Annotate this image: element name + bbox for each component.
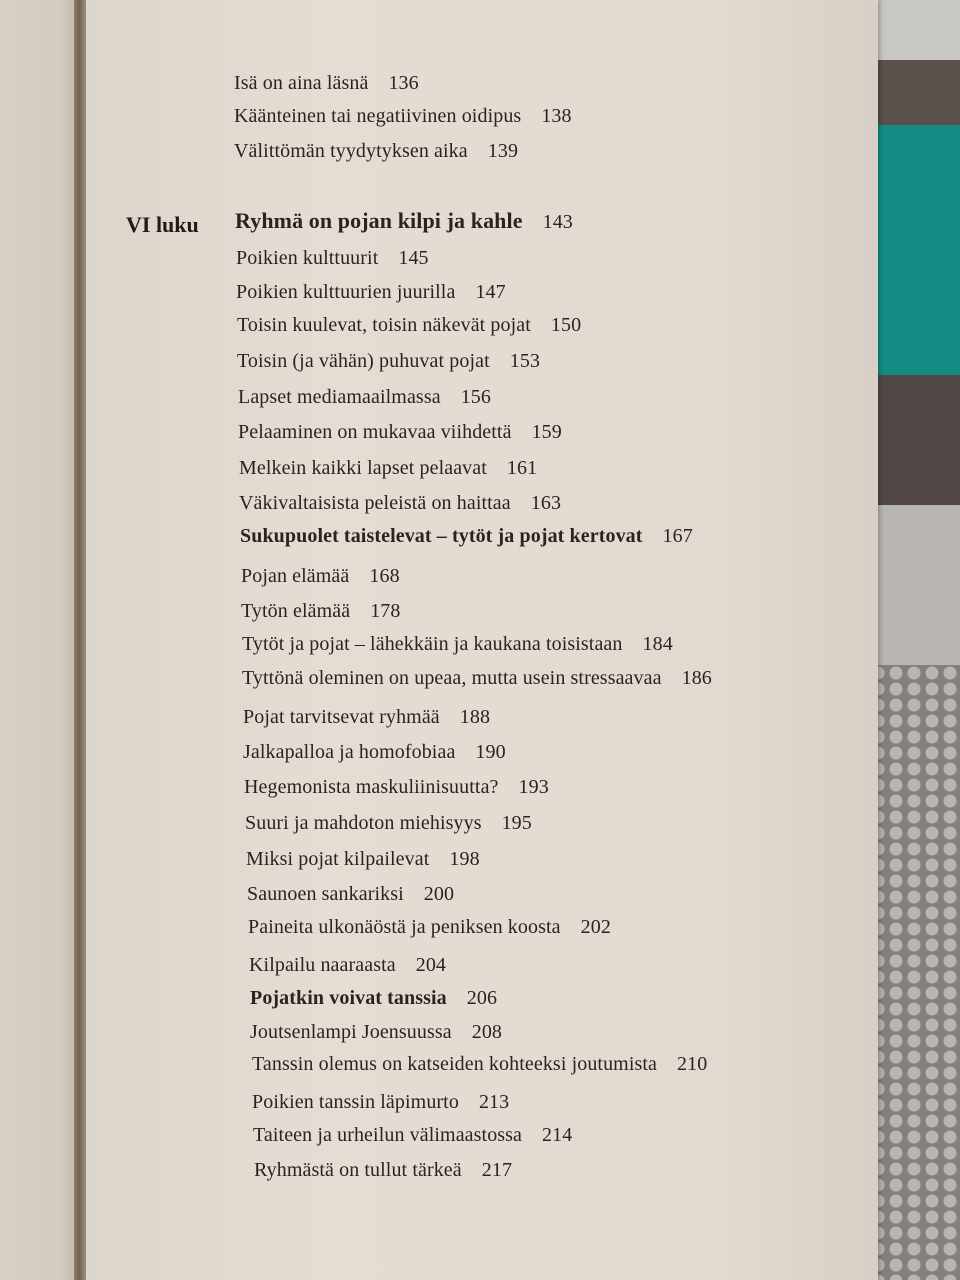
toc-entry-title: Tytöt ja pojat – lähekkäin ja kaukana toisistaan <box>242 633 623 655</box>
toc-entry <box>234 72 419 95</box>
toc-entry-title: Pojatkin voivat tanssia <box>250 987 447 1009</box>
toc-entry <box>238 386 491 409</box>
toc-entry-title: Tyttönä oleminen on upeaa, mutta usein stressaavaa <box>242 667 662 689</box>
toc-entry-page: 147 <box>475 281 506 303</box>
toc-entry-title: Hegemonista maskuliinisuutta? <box>244 776 499 798</box>
toc-entry-page: 150 <box>550 314 582 336</box>
toc-entry-title: Pojan elämää <box>241 565 350 587</box>
toc-entry <box>243 741 506 764</box>
toc-entry-title: Poikien kulttuurit <box>236 247 379 269</box>
toc-entry-title: Joutsenlampi Joensuussa <box>250 1021 452 1043</box>
toc-entry <box>253 1124 572 1147</box>
toc-entry-page: 198 <box>449 848 480 870</box>
toc-entry-title: Miksi pojat kilpailevat <box>246 848 430 870</box>
toc-entry-page: 156 <box>460 386 491 408</box>
toc-entry-page: 213 <box>478 1091 510 1113</box>
toc-entry-title: Ryhmästä on tullut tärkeä <box>254 1159 462 1181</box>
chapter-label: VI luku <box>126 212 199 237</box>
toc-entry-page: 136 <box>388 72 419 94</box>
toc-entry-page: 214 <box>542 1124 573 1146</box>
toc-entry-page: 167 <box>662 525 693 547</box>
toc-entry <box>239 457 537 480</box>
toc-entry-title: Suuri ja mahdoton miehisyys <box>245 812 482 834</box>
toc-entry-title: Pelaaminen on mukavaa viihdettä <box>238 421 512 443</box>
book-gutter <box>74 0 86 1280</box>
textile-stripe <box>870 0 960 60</box>
toc-entry <box>234 105 572 128</box>
toc-entry-page: 210 <box>677 1053 708 1075</box>
background-textile <box>870 0 960 1280</box>
toc-entry <box>238 421 562 444</box>
toc-entry-title: Käänteinen tai negatiivinen oidipus <box>234 105 522 127</box>
toc-entry-title: Tytön elämää <box>241 600 351 622</box>
toc-entry-title: Poikien tanssin läpimurto <box>252 1091 459 1113</box>
toc-entry <box>239 492 561 515</box>
textile-stripe <box>870 505 960 665</box>
toc-entry-page: 190 <box>475 741 506 763</box>
table-of-contents <box>86 0 878 1280</box>
toc-entry-page: 168 <box>369 565 400 587</box>
toc-entry-page: 186 <box>681 667 712 689</box>
toc-entry <box>234 140 518 163</box>
toc-entry-page: 153 <box>509 350 541 372</box>
chapter-heading <box>235 208 573 234</box>
toc-entry-title: Jalkapalloa ja homofobiaa <box>243 741 456 763</box>
toc-entry-title: Taiteen ja urheilun välimaastossa <box>253 1124 523 1146</box>
chapter-title: Ryhmä on pojan kilpi ja kahle <box>235 208 523 233</box>
toc-entry-page: 208 <box>471 1021 503 1043</box>
toc-entry-page: 139 <box>487 140 519 162</box>
toc-entry-page: 202 <box>580 916 611 938</box>
toc-entry-page: 204 <box>415 954 447 976</box>
toc-entry-title: Saunoen sankariksi <box>247 883 404 905</box>
toc-entry-title: Tanssin olemus on katseiden kohteeksi joutumista <box>252 1053 658 1075</box>
toc-entry-title: Pojat tarvitsevat ryhmää <box>243 706 440 728</box>
toc-entry-page: 161 <box>506 457 538 479</box>
toc-entry <box>245 812 532 835</box>
textile-stripe-teal <box>870 125 960 375</box>
previous-page-edge <box>0 0 76 1280</box>
toc-entry-page: 138 <box>541 105 572 127</box>
toc-section-heading <box>240 525 693 548</box>
toc-entry <box>249 954 446 977</box>
toc-entry-title: Isä on aina läsnä <box>234 72 369 94</box>
toc-entry-page: 178 <box>370 600 401 622</box>
toc-entry-title: Välittömän tyydytyksen aika <box>234 140 468 162</box>
toc-entry-page: 193 <box>518 776 549 798</box>
toc-entry <box>237 350 540 373</box>
toc-entry <box>243 706 490 729</box>
toc-entry <box>247 883 454 906</box>
toc-entry <box>241 600 401 623</box>
toc-entry-page: 163 <box>530 492 562 514</box>
toc-entry-page: 206 <box>466 987 498 1009</box>
toc-entry <box>252 1053 707 1076</box>
toc-entry <box>236 281 506 304</box>
toc-entry <box>248 916 611 939</box>
toc-page <box>86 0 878 1280</box>
toc-entry-title: Melkein kaikki lapset pelaavat <box>239 457 487 479</box>
toc-entry-page: 217 <box>481 1159 513 1181</box>
toc-entry-page: 145 <box>398 247 429 269</box>
toc-entry-title: Lapset mediamaailmassa <box>238 386 441 408</box>
toc-entry <box>242 633 673 656</box>
toc-entry-title: Toisin (ja vähän) puhuvat pojat <box>237 350 490 372</box>
toc-entry-page: 188 <box>459 706 491 728</box>
toc-section-heading <box>250 987 497 1010</box>
toc-entry <box>254 1159 512 1182</box>
toc-entry-page: 159 <box>531 421 562 443</box>
textile-knit <box>870 665 960 1280</box>
toc-entry <box>236 247 429 270</box>
toc-entry <box>244 776 549 799</box>
toc-entry-title: Kilpailu naaraasta <box>249 954 396 976</box>
toc-entry-page: 200 <box>423 883 455 905</box>
toc-entry-title: Väkivaltaisista peleistä on haittaa <box>239 492 511 514</box>
textile-stripe <box>870 375 960 505</box>
toc-entry-title: Toisin kuulevat, toisin näkevät pojat <box>237 314 531 336</box>
toc-entry <box>250 1021 502 1044</box>
toc-entry <box>246 848 480 871</box>
chapter-page: 143 <box>542 211 573 233</box>
toc-entry-title: Paineita ulkonäöstä ja peniksen koosta <box>248 916 561 938</box>
toc-entry <box>252 1091 509 1114</box>
toc-entry-title: Poikien kulttuurien juurilla <box>236 281 456 303</box>
toc-entry <box>237 314 581 337</box>
textile-stripe <box>870 60 960 125</box>
toc-entry <box>242 667 712 690</box>
toc-entry <box>241 565 400 588</box>
toc-entry-page: 195 <box>501 812 532 834</box>
toc-entry-page: 184 <box>642 633 673 655</box>
toc-entry-title: Sukupuolet taistelevat – tytöt ja pojat kertovat <box>240 525 643 547</box>
